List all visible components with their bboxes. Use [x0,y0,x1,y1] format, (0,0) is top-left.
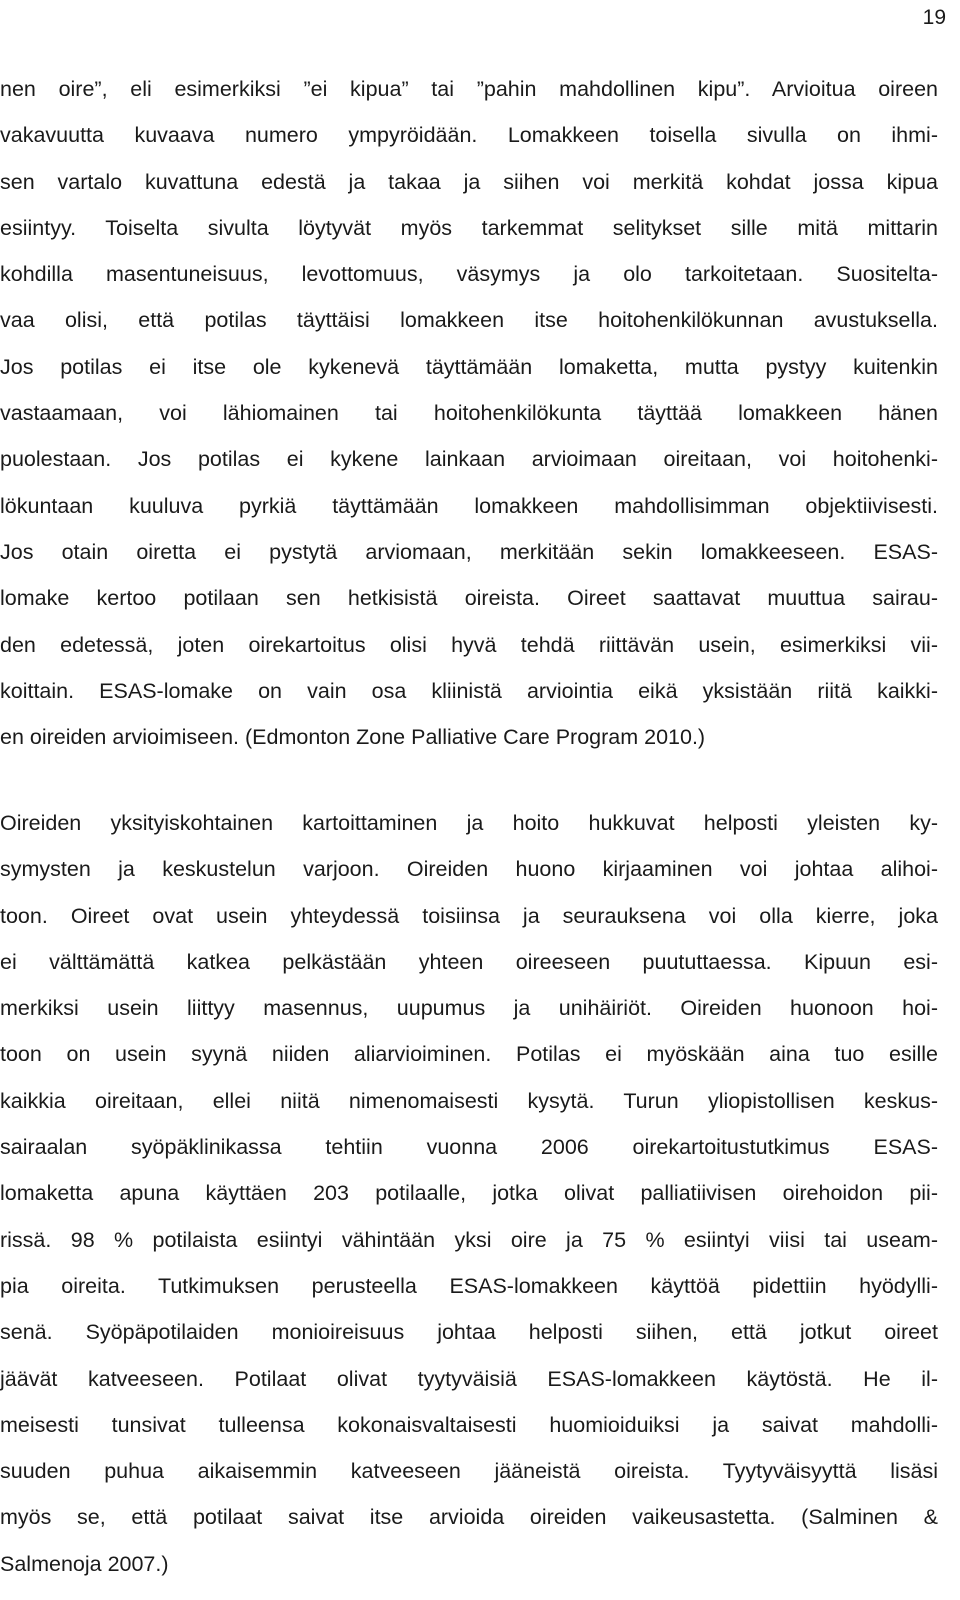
paragraph-symptom-mapping [0,800,938,1587]
text-line: sen vartalo kuvattuna edestä ja takaa ja siihen voi merkitä kohdat jossa kipua [0,169,938,194]
paragraph-esas-form-description [0,66,938,760]
text-line: den edetessä, joten oirekartoitus olisi hyvä tehdä riittävän usein, esimerkiksi vii- [0,632,938,657]
text-line: vakavuutta kuvaava numero ympyröidään. Lomakkeen toisella sivulla on ihmi- [0,123,938,148]
text-line: pia oireita. Tutkimuksen perusteella ESAS-lomakkeen käyttöä pidettiin hyödylli- [0,1273,938,1298]
text-line: symysten ja keskustelun varjoon. Oireiden huono kirjaaminen voi johtaa alihoi- [0,857,938,882]
text-line: meisesti tunsivat tulleensa kokonaisvaltaisesti huomioiduiksi ja saivat mahdolli- [0,1412,938,1437]
text-line: lomake kertoo potilaan sen hetkisistä oireista. Oireet saattavat muuttua sairau- [0,586,938,611]
text-line: en oireiden arvioimiseen. (Edmonton Zone Palliative Care Program 2010.) [0,725,706,750]
text-line: toon on usein syynä niiden aliarvioiminen. Potilas ei myöskään aina tuo esille [0,1042,938,1067]
text-line: lökuntaan kuuluva pyrkiä täyttämään lomakkeen mahdollisimman objektiivisesti. [0,493,938,518]
text-line: nen oire”, eli esimerkiksi ”ei kipua” tai ”pahin mahdollinen kipu”. Arvioitua oireen [0,77,938,101]
text-line: koittain. ESAS-lomake on vain osa kliinistä arviointia eikä yksistään riitä kaikki- [0,678,938,703]
text-line: sairaalan syöpäklinikassa tehtiin vuonna 2006 oirekartoitustutkimus ESAS- [0,1135,938,1160]
text-line: merkiksi usein liittyy masennus, uupumus ja unihäiriöt. Oireiden huonoon hoi- [0,996,938,1021]
text-line: Salmenoja 2007.) [0,1551,169,1576]
text-line: lomaketta apuna käyttäen 203 potilaalle, jotka olivat palliatiivisen oirehoidon pii- [0,1181,938,1206]
text-line: esiintyy. Toiselta sivulta löytyvät myös tarkemmat selitykset sille mitä mittarin [0,215,938,240]
text-line: ei välttämättä katkea pelkästään yhteen oireeseen puututtaessa. Kipuun esi- [0,949,938,974]
text-line: suuden puhua aikaisemmin katveeseen jääneistä oireista. Tyytyväisyyttä lisäsi [0,1459,938,1484]
text-line: kaikkia oireitaan, ellei niitä nimenomaisesti kysytä. Turun yliopistollisen keskus- [0,1088,938,1113]
text-line: toon. Oireet ovat usein yhteydessä toisiinsa ja seurauksena voi olla kierre, joka [0,903,938,928]
page-number: 19 [922,6,946,29]
text-line: rissä. 98 % potilaista esiintyi vähintään yksi oire ja 75 % esiintyi viisi tai useam- [0,1227,938,1252]
text-line: myös se, että potilaat saivat itse arvioida oireiden vaikeusastetta. (Salminen & [0,1505,938,1530]
text-line: Oireiden yksityiskohtainen kartoittaminen ja hoito hukkuvat helposti yleisten ky- [0,811,938,835]
text-line: Jos potilas ei itse ole kykenevä täyttämään lomaketta, mutta pystyy kuitenkin [0,354,938,379]
text-line: kohdilla masentuneisuus, levottomuus, väsymys ja olo tarkoitetaan. Suositelta- [0,262,938,287]
text-line: Jos otain oiretta ei pystytä arviomaan, merkitään sekin lomakkeeseen. ESAS- [0,539,938,564]
text-line: vastaamaan, voi lähiomainen tai hoitohenkilökunta täyttää lomakkeen hänen [0,401,938,426]
text-line: senä. Syöpäpotilaiden monioireisuus johtaa helposti siihen, että jotkut oireet [0,1320,938,1345]
text-line: jäävät katveeseen. Potilaat olivat tyytyväisiä ESAS-lomakkeen käytöstä. He il- [0,1366,938,1391]
text-line: vaa olisi, että potilas täyttäisi lomakkeen itse hoitohenkilökunnan avustuksella. [0,308,938,333]
text-line: puolestaan. Jos potilas ei kykene lainkaan arvioimaan oireitaan, voi hoitohenki- [0,447,938,472]
